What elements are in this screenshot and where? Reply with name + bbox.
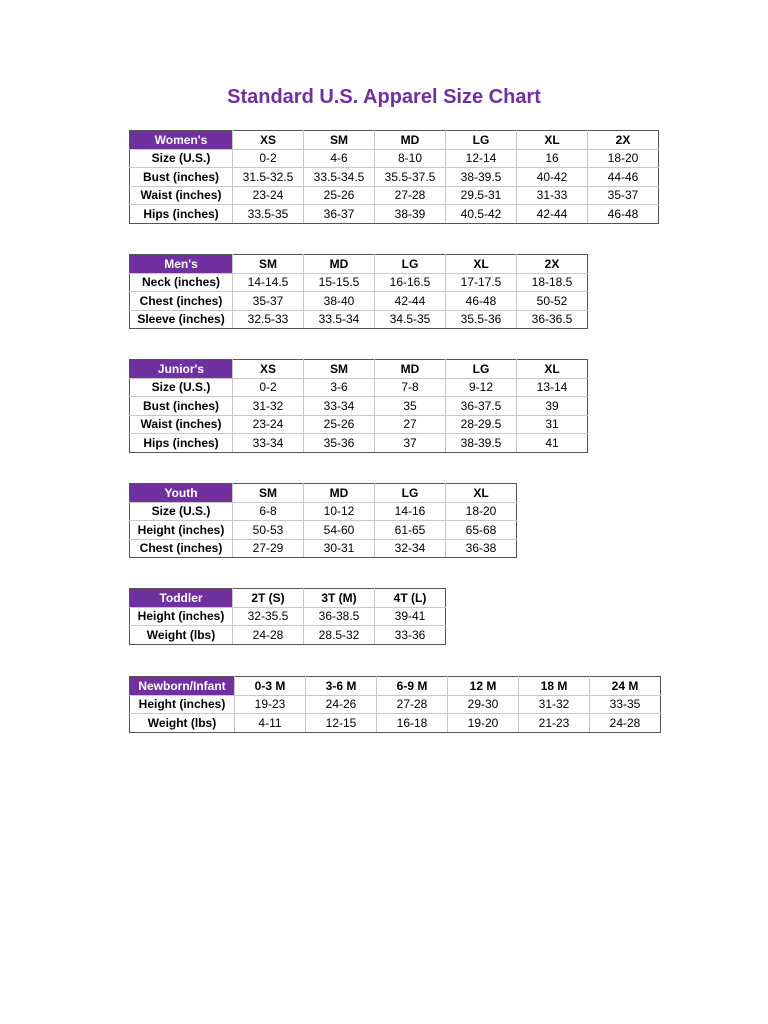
table-header-row <box>130 589 446 608</box>
column-header: MD <box>304 484 375 503</box>
row-label: Height (inches) <box>130 607 233 626</box>
mens-size-table <box>129 254 588 329</box>
section-header: Junior's <box>130 360 233 379</box>
table-cell: 17-17.5 <box>446 273 517 292</box>
table-cell: 50-52 <box>517 292 588 311</box>
table-cell: 24-28 <box>590 714 661 733</box>
table-cell: 46-48 <box>446 292 517 311</box>
table-cell: 23-24 <box>233 415 304 434</box>
table-cell: 8-10 <box>375 149 446 168</box>
row-label: Hips (inches) <box>130 205 233 224</box>
column-header: SM <box>304 360 375 379</box>
table-cell: 42-44 <box>375 292 446 311</box>
table-cell: 35-36 <box>304 434 375 453</box>
table-cell: 18-20 <box>588 149 659 168</box>
table-row <box>130 310 588 329</box>
table-cell: 36-37.5 <box>446 397 517 416</box>
table-cell: 28-29.5 <box>446 415 517 434</box>
row-label: Weight (lbs) <box>130 626 233 645</box>
table-cell: 10-12 <box>304 502 375 521</box>
column-header: LG <box>375 484 446 503</box>
row-label: Weight (lbs) <box>130 714 235 733</box>
row-label: Chest (inches) <box>130 292 233 311</box>
column-header: XS <box>233 360 304 379</box>
table-cell: 38-39.5 <box>446 168 517 187</box>
section-header: Newborn/Infant <box>130 677 235 696</box>
table-row <box>130 434 588 453</box>
table-cell: 9-12 <box>446 378 517 397</box>
table-cell: 33-34 <box>233 434 304 453</box>
table-cell: 44-46 <box>588 168 659 187</box>
row-label: Size (U.S.) <box>130 149 233 168</box>
table-cell: 6-8 <box>233 502 304 521</box>
table-row <box>130 149 659 168</box>
section-header: Toddler <box>130 589 233 608</box>
table-cell: 28.5-32 <box>304 626 375 645</box>
table-cell: 27-28 <box>375 186 446 205</box>
table-cell: 14-14.5 <box>233 273 304 292</box>
row-label: Bust (inches) <box>130 397 233 416</box>
table-cell: 36-38 <box>446 539 517 558</box>
column-header: MD <box>375 360 446 379</box>
column-header: 2T (S) <box>233 589 304 608</box>
table-cell: 12-15 <box>306 714 377 733</box>
column-header: 12 M <box>448 677 519 696</box>
column-header: XL <box>446 484 517 503</box>
table-row <box>130 695 661 714</box>
table-header-row <box>130 131 659 150</box>
table-cell: 27 <box>375 415 446 434</box>
table-header-row <box>130 360 588 379</box>
table-cell: 24-28 <box>233 626 304 645</box>
column-header: MD <box>375 131 446 150</box>
section-header: Youth <box>130 484 233 503</box>
table-cell: 27-28 <box>377 695 448 714</box>
table-cell: 15-15.5 <box>304 273 375 292</box>
table-cell: 16-18 <box>377 714 448 733</box>
table-cell: 16 <box>517 149 588 168</box>
row-label: Neck (inches) <box>130 273 233 292</box>
table-cell: 32-34 <box>375 539 446 558</box>
table-cell: 31.5-32.5 <box>233 168 304 187</box>
table-row <box>130 539 517 558</box>
table-row <box>130 378 588 397</box>
column-header: SM <box>304 131 375 150</box>
table-cell: 34.5-35 <box>375 310 446 329</box>
table-cell: 24-26 <box>306 695 377 714</box>
table-cell: 61-65 <box>375 521 446 540</box>
table-cell: 36-37 <box>304 205 375 224</box>
toddler-size-table <box>129 588 446 645</box>
table-header-row <box>130 677 661 696</box>
table-cell: 36-38.5 <box>304 607 375 626</box>
table-row <box>130 714 661 733</box>
table-row <box>130 292 588 311</box>
table-cell: 38-39.5 <box>446 434 517 453</box>
row-label: Height (inches) <box>130 695 235 714</box>
table-cell: 29.5-31 <box>446 186 517 205</box>
section-header: Men's <box>130 255 233 274</box>
table-cell: 25-26 <box>304 186 375 205</box>
table-cell: 38-40 <box>304 292 375 311</box>
table-cell: 39-41 <box>375 607 446 626</box>
row-label: Hips (inches) <box>130 434 233 453</box>
row-label: Size (U.S.) <box>130 502 233 521</box>
table-cell: 36-36.5 <box>517 310 588 329</box>
table-cell: 65-68 <box>446 521 517 540</box>
table-cell: 31-33 <box>517 186 588 205</box>
table-cell: 14-16 <box>375 502 446 521</box>
column-header: LG <box>446 131 517 150</box>
table-cell: 35-37 <box>233 292 304 311</box>
column-header: 4T (L) <box>375 589 446 608</box>
table-cell: 21-23 <box>519 714 590 733</box>
juniors-size-table <box>129 359 588 453</box>
table-cell: 33-34 <box>304 397 375 416</box>
table-row <box>130 205 659 224</box>
table-cell: 40-42 <box>517 168 588 187</box>
table-row <box>130 607 446 626</box>
table-cell: 31-32 <box>233 397 304 416</box>
table-cell: 46-48 <box>588 205 659 224</box>
column-header: XL <box>446 255 517 274</box>
column-header: 24 M <box>590 677 661 696</box>
table-cell: 23-24 <box>233 186 304 205</box>
table-row <box>130 186 659 205</box>
table-row <box>130 626 446 645</box>
table-cell: 35-37 <box>588 186 659 205</box>
table-cell: 12-14 <box>446 149 517 168</box>
table-cell: 7-8 <box>375 378 446 397</box>
column-header: LG <box>375 255 446 274</box>
table-row <box>130 521 517 540</box>
row-label: Chest (inches) <box>130 539 233 558</box>
table-cell: 32.5-33 <box>233 310 304 329</box>
table-cell: 16-16.5 <box>375 273 446 292</box>
newborn-infant-size-table <box>129 676 661 733</box>
table-cell: 29-30 <box>448 695 519 714</box>
table-cell: 19-20 <box>448 714 519 733</box>
table-cell: 37 <box>375 434 446 453</box>
table-row <box>130 168 659 187</box>
column-header: LG <box>446 360 517 379</box>
column-header: 2X <box>517 255 588 274</box>
column-header: 3-6 M <box>306 677 377 696</box>
table-cell: 18-20 <box>446 502 517 521</box>
table-cell: 31 <box>517 415 588 434</box>
table-cell: 18-18.5 <box>517 273 588 292</box>
page-title: Standard U.S. Apparel Size Chart <box>227 86 541 108</box>
table-cell: 33.5-34.5 <box>304 168 375 187</box>
table-cell: 33-35 <box>590 695 661 714</box>
table-row <box>130 502 517 521</box>
table-cell: 30-31 <box>304 539 375 558</box>
column-header: XL <box>517 131 588 150</box>
column-header: XL <box>517 360 588 379</box>
table-row <box>130 273 588 292</box>
youth-size-table <box>129 483 517 558</box>
column-header: MD <box>304 255 375 274</box>
column-header: XS <box>233 131 304 150</box>
row-label: Waist (inches) <box>130 415 233 434</box>
table-cell: 4-6 <box>304 149 375 168</box>
table-header-row <box>130 484 517 503</box>
column-header: SM <box>233 255 304 274</box>
table-cell: 4-11 <box>235 714 306 733</box>
table-cell: 13-14 <box>517 378 588 397</box>
column-header: 2X <box>588 131 659 150</box>
table-cell: 33.5-35 <box>233 205 304 224</box>
section-header: Women's <box>130 131 233 150</box>
womens-size-table <box>129 130 659 224</box>
table-cell: 35.5-37.5 <box>375 168 446 187</box>
table-cell: 3-6 <box>304 378 375 397</box>
column-header: 6-9 M <box>377 677 448 696</box>
table-cell: 33.5-34 <box>304 310 375 329</box>
table-cell: 33-36 <box>375 626 446 645</box>
table-cell: 0-2 <box>233 149 304 168</box>
table-cell: 41 <box>517 434 588 453</box>
table-row <box>130 397 588 416</box>
column-header: 18 M <box>519 677 590 696</box>
row-label: Sleeve (inches) <box>130 310 233 329</box>
table-cell: 0-2 <box>233 378 304 397</box>
row-label: Height (inches) <box>130 521 233 540</box>
table-cell: 54-60 <box>304 521 375 540</box>
column-header: SM <box>233 484 304 503</box>
table-cell: 31-32 <box>519 695 590 714</box>
row-label: Waist (inches) <box>130 186 233 205</box>
table-cell: 27-29 <box>233 539 304 558</box>
table-cell: 42-44 <box>517 205 588 224</box>
table-cell: 35 <box>375 397 446 416</box>
column-header: 0-3 M <box>235 677 306 696</box>
table-row <box>130 415 588 434</box>
table-cell: 39 <box>517 397 588 416</box>
table-header-row <box>130 255 588 274</box>
table-cell: 19-23 <box>235 695 306 714</box>
table-cell: 32-35.5 <box>233 607 304 626</box>
row-label: Size (U.S.) <box>130 378 233 397</box>
row-label: Bust (inches) <box>130 168 233 187</box>
table-cell: 35.5-36 <box>446 310 517 329</box>
table-cell: 25-26 <box>304 415 375 434</box>
table-cell: 50-53 <box>233 521 304 540</box>
table-cell: 40.5-42 <box>446 205 517 224</box>
table-cell: 38-39 <box>375 205 446 224</box>
column-header: 3T (M) <box>304 589 375 608</box>
